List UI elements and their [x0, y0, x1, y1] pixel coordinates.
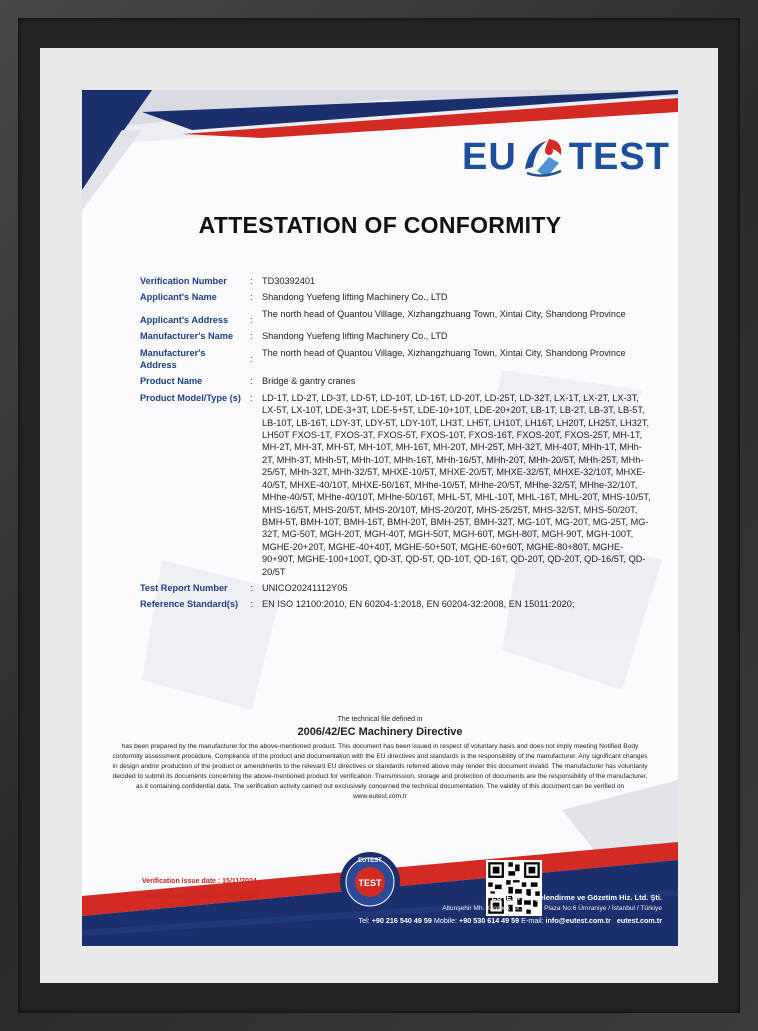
seal-center-text: TEST — [358, 878, 382, 888]
logo-emblem-icon — [519, 133, 567, 181]
logo-text-eu: EU — [462, 135, 517, 178]
tel-value: +90 216 540 49 59 — [371, 916, 432, 925]
field-manufacturer-name: Manufacturer's Name : Shandong Yuefeng lifting Machinery Co., LTD — [140, 330, 670, 342]
field-value: UNICO20241112Y05 — [262, 582, 348, 593]
mobile-label: Mobile: — [433, 916, 458, 925]
field-value: Bridge & gantry cranes — [262, 376, 356, 387]
field-value: Shandong Yuefeng lifting Machinery Co., LTD — [262, 331, 448, 342]
field-value: EN ISO 12100:2010, EN 60204-1:2018, EN 60204-32:2008, EN 15011:2020; — [262, 599, 575, 610]
field-label: Product Name — [140, 376, 203, 387]
logo-text-test: TEST — [568, 135, 670, 178]
field-value: TD30392401 — [262, 276, 316, 286]
document-title: ATTESTATION OF CONFORMITY — [198, 212, 562, 238]
field-product-models: Product Model/Type (s) : LD-1T, LD-2T, LD-3T, LD-5T, LD-10T, LD-16T, LD-20T, LD-25T, LD-32T, LX-1T, LX-2T, LX-3T, LX-5T, LX-10T, LDE-3+3T, LDE-5+5T, LDE-10+10T, LDE-20+20T, LB-1T, LB-2T, LB-3T, LB-5T, LB-10T, LB-16T, LDY-3T, LDY-5T, LDY-10T, LH3T, LH5T, LH10T, LH16T, LH20T, LH25T, LH32T, LH50T FXOS-1T, FXOS-3T, FXOS-5T, FXOS-10T, FXOS-16T, FXOS-20T, FXOS-25T, MH-1T, MH-2T, MH-3T, MH-5T, MH-10T, MH-16T, MH-20T, MH-25T, MH-32T, MH-40T, MHh-1T, MHh-2T, MHh-3T, MHh-5T, MHh-10T, MHh-16T, MHh-16/5T, MHh-20T, MHh-20/5T, MHh-25T, MHh-25/5T, MHh-32T, MHh-32/5T, MHXE-10/5T, MHXE-20/5T, MHXE-32/5T, MHXE-32/10T, MHXE-40/5T, MHXE-40/10T, MHXE-50/16T, MHhe-10/5T, MHhe-20/5T, MHhe-32/5T, MHhe-32/10T, MHhe-40/5T, MHhe-40/10T, MHhe-50/16T, MHL-5T, MHL-10T, MHL-16T, MHL-20T, MHS-10/5T, MHS-16/5T, MHS-20/5T, MHS-20/10T, MHS-20/20T, MHS-25/25T, MHS-32/5T, MHS-50/20T, BMH-5T, BMH-10T, BMH-16T, BMH-20T, BMH-25T, BMH-32T, MG-10T, MG-20T, MG-25T, MG-32T, MG-50T, MGH-20T, MGH-40T, MGH-50T, MGH-60T, MGH-80T, MGH-90T, MGH-100T, MGHE-20+20T, MGHE-40+40T, MGHE-50+50T, MGHE-60+60T, MGHE-80+80T, MGHE-90+90T, MGHE-100+100T, QD-3T, QD-5T, QD-10T, QD-16T, QD-20T, QD-20T, QD-16/5T, QD-20/5T — [140, 392, 670, 578]
email-value: info@eutest.com.tr — [545, 916, 611, 925]
issue-date-value: 15/11/2024 — [222, 878, 257, 885]
technical-paragraph: has been prepared by the manufacturer for the above-mentioned product. This document has been issued in respect of voluntary basis and does not imply meeting Notified Body conformity assessment procedure. Compliance of the product and documentation with the EU directives and standards is the responsibility of the manufacturer. Any significant changes in design and/or production of the product or amendments to the relevant EU directives or standards referred above may render this document invalid. The manufacturer has voluntarily decided to submit its documents concerning the above-mentioned product for verification. Transmission, storage and protection of documents are the responsibility of the manufacturer, as it containing confidential data. The verification activity carried out exclusively concerned the technical documentation. The validity of this document can be verified on www.eutest.com.tr — [112, 743, 648, 800]
field-manufacturer-address: Manufacturer's Address : The north head of Quantou Village, Xizhangzhuang Town, Xintai City, Shandong Province — [140, 347, 670, 372]
field-reference-standards: Reference Standard(s) : EN ISO 12100:2010, EN 60204-1:2018, EN 60204-32:2008, EN 15011:2020; — [140, 598, 670, 610]
field-value: The north head of Quantou Village, Xizhangzhuang Town, Xintai City, Shandong Province — [262, 308, 626, 319]
field-value: The north head of Quantou Village, Xizhangzhuang Town, Xintai City, Shandong Province — [262, 347, 626, 358]
field-value: Shandong Yuefeng lifting Machinery Co., LTD — [262, 292, 448, 303]
field-label: Manufacturer's Name — [140, 331, 234, 342]
website-value: eutest.com.tr — [616, 916, 662, 925]
field-test-report-number: Test Report Number : UNICO20241112Y05 — [140, 582, 670, 594]
footer-contact — [242, 892, 662, 927]
field-label: Test Report Number — [140, 582, 228, 593]
field-value: LD-1T, LD-2T, LD-3T, LD-5T, LD-10T, LD-16T, LD-20T, LD-25T, LD-32T, LX-1T, LX-2T, LX-3T, LX-5T, LX-10T, LDE-3+3T, LDE-5+5T, LDE-10+10T, LDE-20+20T, LB-1T, LB-2T, LB-3T, LB-5T, LB-10T, LB-16T, LDY-3T, LDY-5T, LDY-10T, LH3T, LH5T, LH10T, LH16T, LH20T, LH25T, LH32T, LH50T FXOS-1T, FXOS-3T, FXOS-5T, FXOS-10T, FXOS-16T, FXOS-20T, FXOS-25T, MH-1T, MH-2T, MH-3T, MH-5T, MH-10T, MH-16T, MH-20T, MH-25T, MH-32T, MH-40T, MHh-1T, MHh-2T, MHh-3T, MHh-5T, MHh-10T, MHh-16T, MHh-16/5T, MHh-20T, MHh-20/5T, MHh-25T, MHh-25/5T, MHh-32T, MHh-32/5T, MHXE-10/5T, MHXE-20/5T, MHXE-32/5T, MHXE-32/10T, MHXE-40/5T, MHXE-40/10T, MHXE-50/16T, MHhe-10/5T, MHhe-20/5T, MHhe-32/5T, MHhe-32/10T, MHhe-40/5T, MHhe-40/10T, MHhe-50/16T, MHL-5T, MHL-10T, MHL-16T, MHL-20T, MHS-10/5T, MHS-16/5T, MHS-20/5T, MHS-20/10T, MHS-20/20T, MHS-25/25T, MHS-32/5T, MHS-50/20T, BMH-5T, BMH-10T, BMH-16T, BMH-20T, BMH-25T, BMH-32T, MG-10T, MG-20T, MG-25T, MG-32T, MG-50T, MGH-20T, MGH-40T, MGH-50T, MGH-60T, MGH-80T, MGH-90T, MGH-100T, MGHE-20+20T, MGHE-40+40T, MGHE-50+50T, MGHE-60+60T, MGHE-80+80T, MGHE-90+90T, MGHE-100+100T, QD-3T, QD-5T, QD-10T, QD-16T, QD-20T, QD-20T, QD-16/5T, QD-20/5T — [262, 392, 651, 577]
expiry-date-value: 15/11/2027 — [224, 893, 260, 900]
eutest-logo — [462, 132, 670, 182]
expiry-date-label: Verification expiry date — [142, 893, 219, 900]
footer-company: EUTEST Belgelendirme ve Gözetim Hiz. Ltd. Şti. — [491, 893, 662, 902]
technical-intro: The technical file defined in — [337, 716, 423, 723]
issue-date-label: Verification issue date — [142, 878, 216, 885]
directive-title: 2006/42/EC Machinery Directive — [297, 726, 463, 738]
mobile-value: +90 530 614 49 59 — [459, 916, 520, 925]
tel-label: Tel: — [358, 916, 370, 925]
field-verification-number: Verification Number : TD30392401 — [140, 275, 670, 287]
field-label: Reference Standard(s) — [140, 599, 239, 610]
field-label: Product Model/Type (s) — [140, 392, 241, 403]
technical-statement — [112, 715, 648, 802]
seal-top-text: EUTEST — [358, 858, 382, 864]
field-label: Applicant's Address — [140, 314, 229, 325]
certificate — [82, 90, 678, 946]
expiry-date-row: Verification expiry date : 15/11/2027 — [142, 893, 260, 900]
field-label: Applicant's Name — [140, 292, 217, 303]
field-applicant-address: Applicant's Address : The north head of Quantou Village, Xizhangzhuang Town, Xintai City, Shandong Province — [140, 308, 670, 326]
certificate-fields — [140, 275, 670, 611]
field-label: Manufacturer's Address — [140, 347, 206, 371]
footer-contact-line — [242, 915, 662, 927]
field-applicant-name: Applicant's Name : Shandong Yuefeng lifting Machinery Co., LTD — [140, 291, 670, 303]
field-product-name: Product Name : Bridge & gantry cranes — [140, 375, 670, 387]
email-label: E-mail: — [521, 916, 544, 925]
footer-address: Altunşehir Mh. Kelebek Sk. Özcan Plaza No:6 Ümraniye / İstanbul / Türkiye — [442, 905, 662, 912]
issue-date-row: Verification issue date : 15/11/2024 — [142, 878, 257, 885]
field-label: Verification Number — [140, 276, 227, 286]
